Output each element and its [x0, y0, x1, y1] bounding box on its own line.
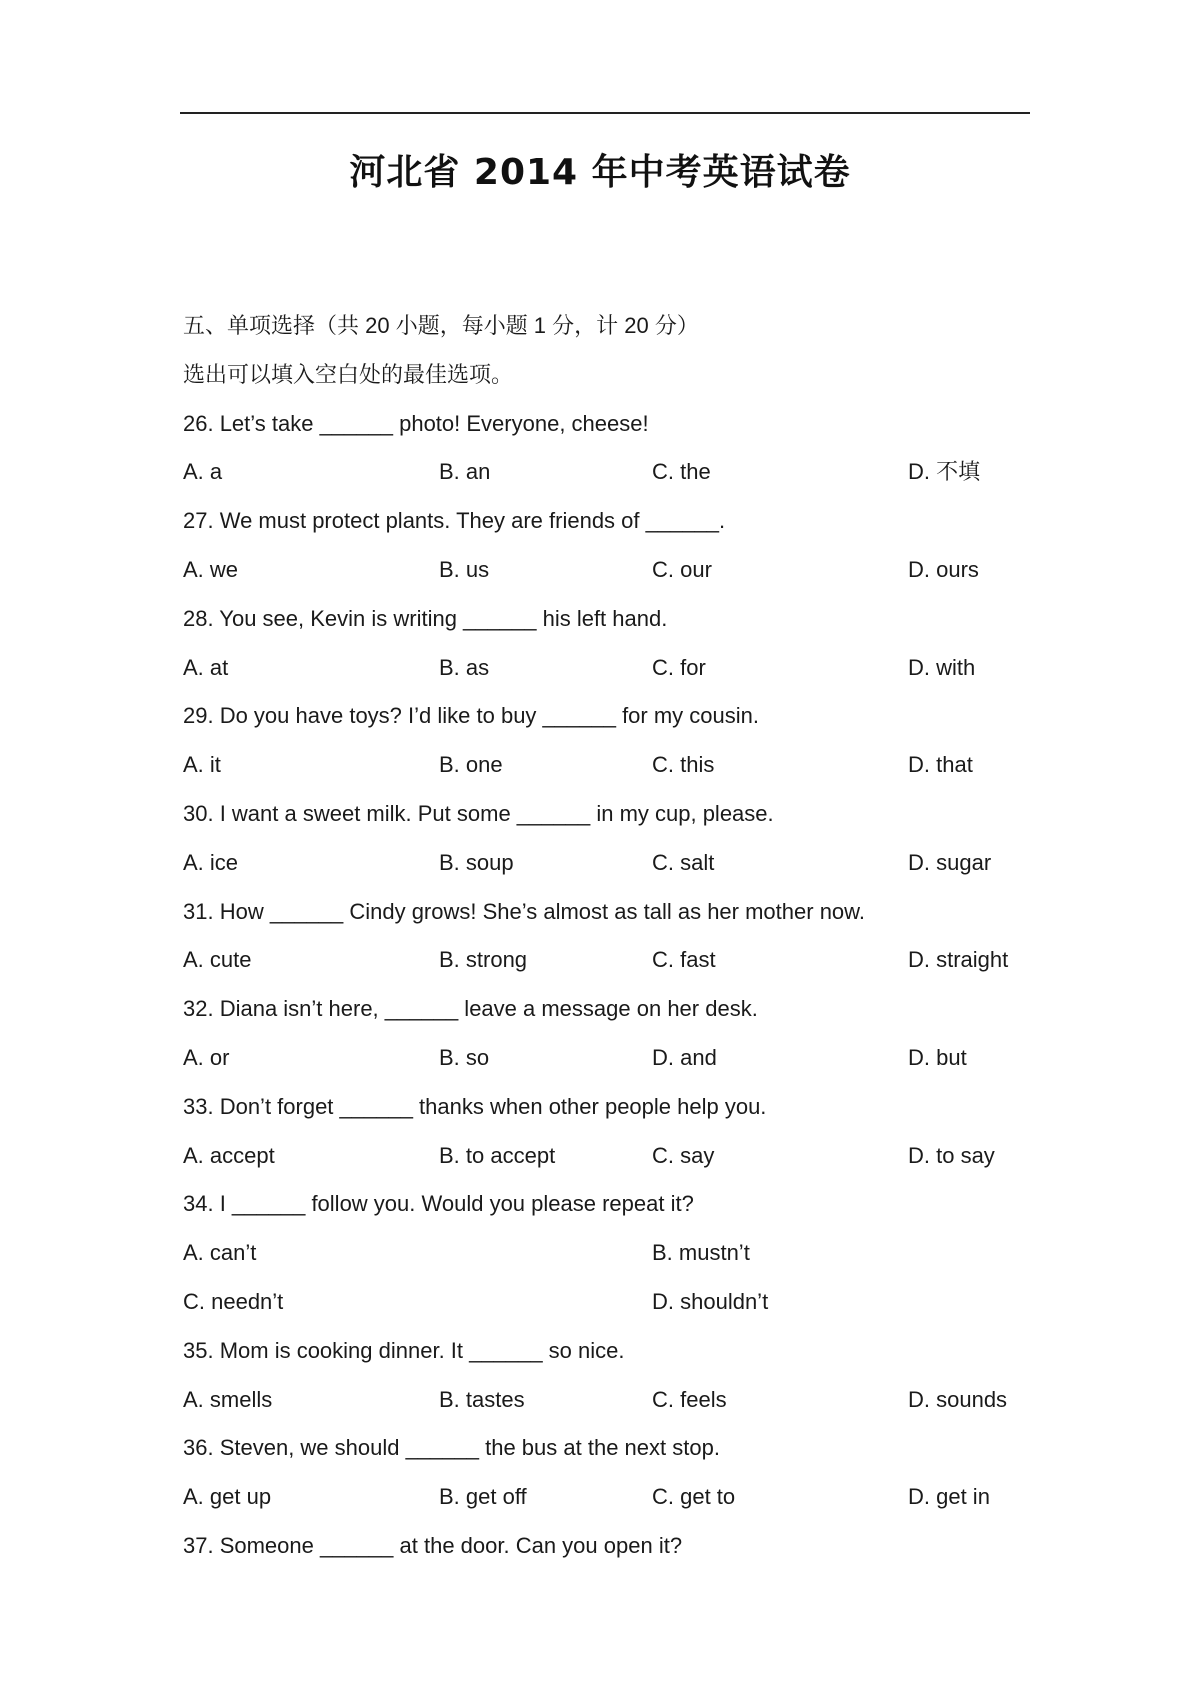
- question-36: 36. Steven, we should ______ the bus at the next stop.: [183, 1435, 720, 1461]
- option-b: B. us: [439, 556, 490, 582]
- option-d: D. sugar: [908, 849, 992, 875]
- section-content: [183, 302, 1063, 1571]
- options-33: [183, 1132, 1063, 1181]
- option-a: A. a: [183, 459, 223, 485]
- option-c: C. needn’t: [183, 1288, 284, 1314]
- option-c: C. for: [652, 654, 706, 680]
- options-28: [183, 644, 1063, 693]
- section-instruction: 选出可以填入空白处的最佳选项。: [183, 361, 514, 387]
- option-b: B. an: [439, 459, 491, 485]
- option-b: B. tastes: [439, 1386, 525, 1412]
- option-c: C. this: [652, 752, 715, 778]
- options-31: [183, 936, 1063, 985]
- options-30: [183, 839, 1063, 888]
- option-c: D. and: [652, 1044, 717, 1070]
- option-b: B. one: [439, 752, 503, 778]
- option-d: D. 不填: [908, 459, 981, 485]
- option-a: A. accept: [183, 1142, 275, 1168]
- question-28: 28. You see, Kevin is writing ______ his left hand.: [183, 605, 668, 631]
- question-27: 27. We must protect plants. They are friends of ______.: [183, 508, 726, 534]
- option-d: D. but: [908, 1044, 967, 1070]
- option-a: A. at: [183, 654, 229, 680]
- option-c: C. fast: [652, 947, 716, 973]
- options-27: [183, 546, 1063, 595]
- option-a: A. get up: [183, 1484, 272, 1510]
- question-35: 35. Mom is cooking dinner. It ______ so nice.: [183, 1337, 625, 1363]
- section-heading: 五、单项选择（共 20 小题，每小题 1 分，计 20 分）: [183, 313, 699, 338]
- question-30: 30. I want a sweet milk. Put some ______ in my cup, please.: [183, 800, 774, 826]
- option-c: C. feels: [652, 1386, 727, 1412]
- question-37: 37. Someone ______ at the door. Can you open it?: [183, 1532, 683, 1558]
- option-b: B. to accept: [439, 1142, 556, 1168]
- question-33: 33. Don’t forget ______ thanks when other people help you.: [183, 1093, 767, 1119]
- option-a: A. smells: [183, 1386, 273, 1412]
- options-36: [183, 1473, 1063, 1522]
- question-32: 32. Diana isn’t here, ______ leave a message on her desk.: [183, 996, 758, 1022]
- option-c: C. get to: [652, 1484, 736, 1510]
- question-29: 29. Do you have toys? I’d like to buy ______ for my cousin.: [183, 703, 759, 729]
- question-26: 26. Let’s take ______ photo! Everyone, cheese!: [183, 410, 649, 436]
- option-b: B. as: [439, 654, 490, 680]
- option-a: A. can’t: [183, 1240, 257, 1266]
- question-31: 31. How ______ Cindy grows! She’s almost as tall as her mother now.: [183, 898, 865, 924]
- option-d: D. with: [908, 654, 976, 680]
- option-a: A. cute: [183, 947, 252, 973]
- option-d: D. ours: [908, 556, 979, 582]
- options-34-row-1: [183, 1229, 1063, 1278]
- option-c: C. say: [652, 1142, 715, 1168]
- option-a: A. we: [183, 556, 239, 582]
- exam-title: 河北省 2014 年中考英语试卷: [349, 152, 851, 193]
- options-35: [183, 1376, 1063, 1425]
- option-c: C. our: [652, 556, 712, 582]
- option-b: B. mustn’t: [652, 1240, 750, 1266]
- option-d: D. to say: [908, 1142, 995, 1168]
- options-32: [183, 1034, 1063, 1083]
- header-rule: [180, 112, 1030, 114]
- option-b: B. strong: [439, 947, 528, 973]
- option-d: D. that: [908, 752, 973, 778]
- option-d: D. straight: [908, 947, 1009, 973]
- options-34-row-2: [183, 1278, 1063, 1327]
- option-c: C. the: [652, 459, 711, 485]
- option-d: D. shouldn’t: [652, 1288, 769, 1314]
- option-a: A. or: [183, 1044, 230, 1070]
- option-b: B. so: [439, 1044, 490, 1070]
- option-d: D. get in: [908, 1484, 990, 1510]
- option-c: C. salt: [652, 849, 715, 875]
- options-26: [183, 448, 1063, 497]
- option-a: A. it: [183, 752, 221, 778]
- question-34: 34. I ______ follow you. Would you please repeat it?: [183, 1191, 694, 1217]
- option-b: B. get off: [439, 1484, 527, 1510]
- options-29: [183, 741, 1063, 790]
- option-d: D. sounds: [908, 1386, 1008, 1412]
- option-a: A. ice: [183, 849, 239, 875]
- option-b: B. soup: [439, 849, 514, 875]
